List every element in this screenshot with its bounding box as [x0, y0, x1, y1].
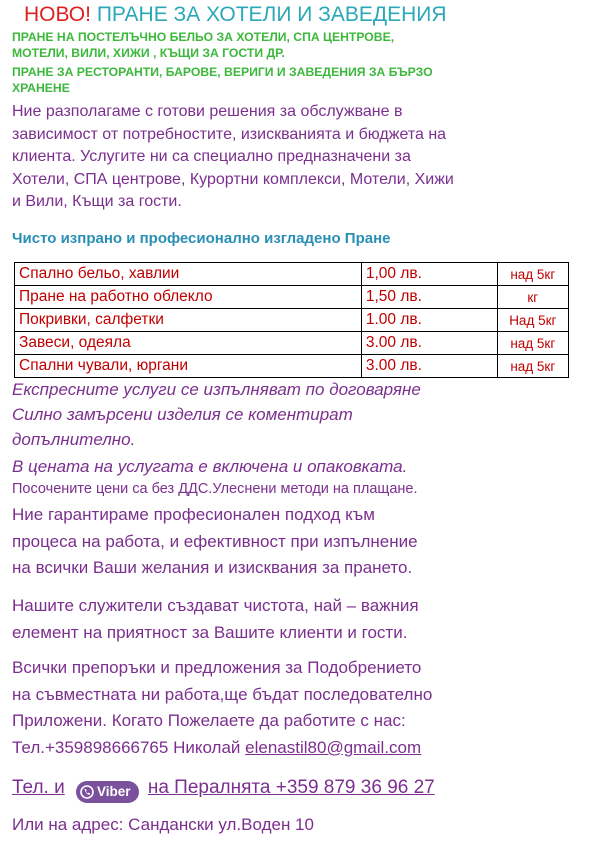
- dirty-note-line1: Силно замърсени изделия се коментират: [12, 405, 353, 424]
- price-heading: Чисто изпрано и професионално изгладено Пране: [12, 230, 391, 247]
- price-item: Покривки, салфетки: [15, 309, 362, 332]
- phone-text: Тел.+359898666765 Николай: [12, 737, 246, 757]
- price-item: Пране на работно облекло: [15, 286, 362, 309]
- intro-paragraph: [12, 101, 582, 214]
- viber-label: Viber: [97, 784, 131, 799]
- viber-phone-icon: [80, 785, 94, 799]
- price-value: 1,00 лв.: [361, 263, 497, 286]
- staff-paragraph: [12, 593, 587, 646]
- title-text: ПРАНЕ ЗА ХОТЕЛИ И ЗАВЕДЕНИЯ: [96, 3, 447, 26]
- table-row: [15, 332, 569, 355]
- subtitle-line: ПРАНЕ ЗА РЕСТОРАНТИ, БАРОВЕ, ВЕРИГИ И ЗАВЕДЕНИЯ ЗА БЪРЗО: [12, 65, 433, 79]
- price-min: над 5кг: [497, 332, 568, 355]
- table-row: [15, 309, 569, 332]
- price-value: 1,50 лв.: [361, 286, 497, 309]
- page-title: [24, 2, 447, 28]
- address-line: Или на адрес: Сандански ул.Воден 10: [12, 815, 314, 834]
- subtitle-line: ХРАНЕНЕ: [12, 81, 70, 95]
- intro-line: зависимост от потребностите, изискванията и бюджета на: [12, 125, 447, 143]
- price-item: Спални чували, юргани: [15, 355, 362, 378]
- intro-line: клиента. Услугите ни са специално предназначени за: [12, 148, 411, 165]
- express-note: Експресните услуги се изпълняват по договаряне: [12, 380, 421, 399]
- price-value: 3.00 лв.: [361, 355, 497, 378]
- price-item: Завеси, одеяла: [15, 332, 362, 355]
- staff-line: елемент на приятност за Вашите клиенти и гости.: [12, 622, 408, 642]
- table-row: [15, 286, 569, 309]
- guarantee-line: Ние гарантираме професионален подход към: [12, 505, 375, 524]
- guarantee-line: процеса на работа, и ефективност при изпълнение: [12, 531, 418, 551]
- viber-line-suffix[interactable]: на Пералнята +359 879 36 96 27: [147, 777, 435, 798]
- suggestions-line: Всички препоръки и предложения за Подобрението: [12, 658, 422, 677]
- intro-line: Ние разполагаме с готови решения за обслужване в: [12, 103, 403, 120]
- price-value: 3.00 лв.: [361, 332, 497, 355]
- guarantee-paragraph: [12, 502, 587, 582]
- vat-note: Посочените цени са без ДДС.Улеснени методи на плащане.: [12, 481, 418, 497]
- table-row: [15, 355, 569, 378]
- packaging-note: В цената на услугата е включена и опаковката.: [12, 457, 408, 476]
- suggestions-paragraph: [12, 655, 587, 761]
- phone-line: [12, 735, 587, 762]
- price-item: Спално бельо, хавлии: [15, 263, 362, 286]
- subtitle-line: ПРАНЕ НА ПОСТЕЛЪЧНО БЕЛЬО ЗА ХОТЕЛИ, СПА ЦЕНТРОВЕ,: [12, 30, 395, 44]
- suggestions-line: Приложени. Когато Пожелаете да работите с нас:: [12, 711, 406, 730]
- intro-line: и Вили, Къщи за гости.: [12, 193, 182, 210]
- price-min: кг: [497, 286, 568, 309]
- viber-line-prefix: Тел. и: [12, 777, 65, 798]
- price-min: над 5кг: [497, 263, 568, 286]
- table-row: [15, 263, 569, 286]
- subtitle-line: МОТЕЛИ, ВИЛИ, ХИЖИ , КЪЩИ ЗА ГОСТИ ДР.: [12, 46, 285, 60]
- price-min: над 5кг: [497, 355, 568, 378]
- guarantee-line: на всички Ваши желания и изисквания за прането.: [12, 558, 413, 577]
- email-link[interactable]: elenastil80@gmail.com: [245, 737, 422, 757]
- price-value: 1.00 лв.: [361, 309, 497, 332]
- new-label: НОВО!: [24, 3, 91, 26]
- viber-contact-line: [12, 774, 435, 803]
- intro-line: Хотели, СПА центрове, Курортни комплекси, Мотели, Хижи: [12, 170, 454, 188]
- price-min: Над 5кг: [497, 309, 568, 332]
- staff-line: Нашите служители създават чистота, най – важния: [12, 596, 419, 615]
- viber-badge[interactable]: [76, 781, 139, 803]
- suggestions-line: на съвместната ни работа,ще бъдат последователно: [12, 684, 433, 704]
- dirty-note-line2: допълнително.: [12, 430, 136, 449]
- price-table: [14, 262, 569, 378]
